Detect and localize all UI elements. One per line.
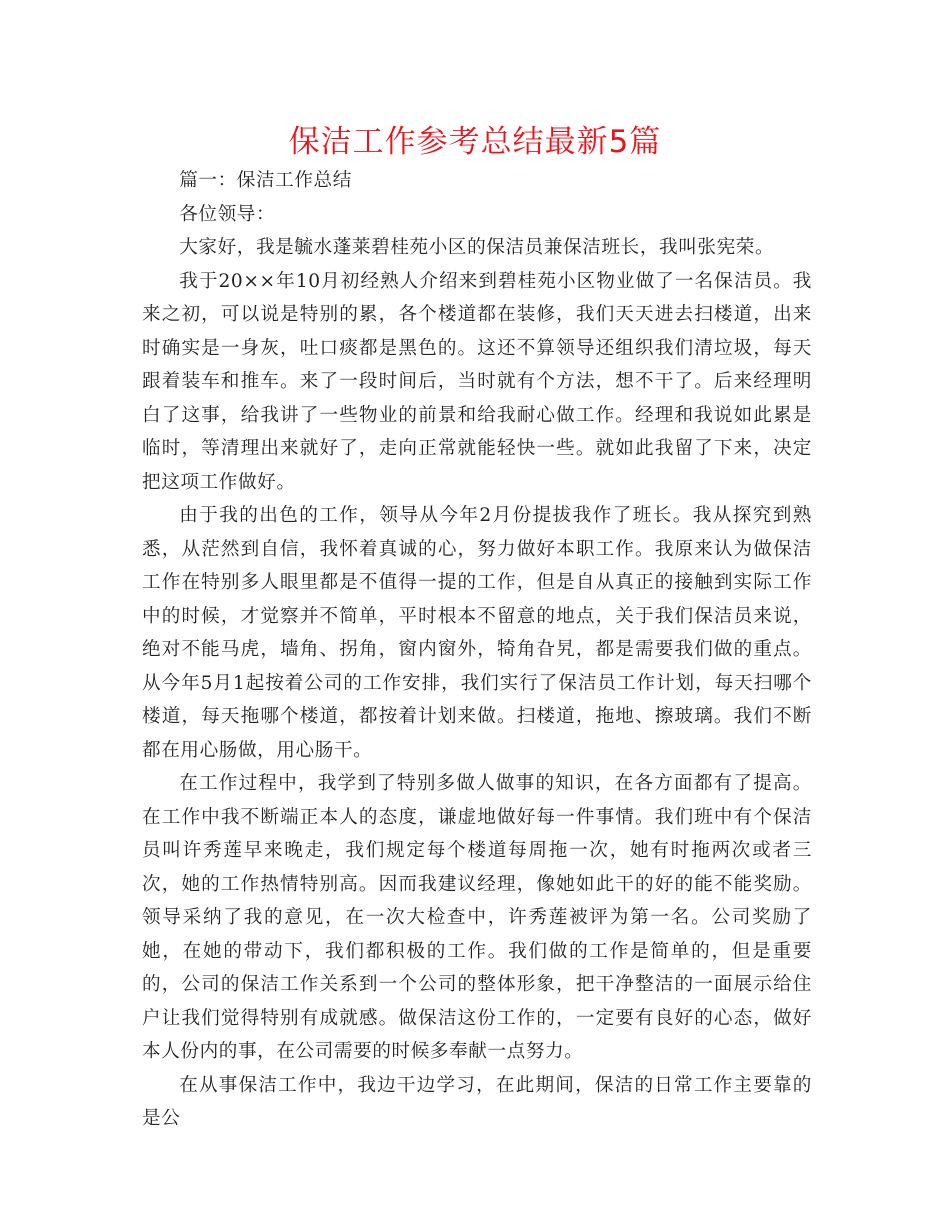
salutation: 各位领导： [179,203,276,225]
paragraph: 在从事保洁工作中，我边干边学习，在此期间，保洁的日常工作主要靠的是公 [142,1074,812,1129]
paragraph: 由于我的出色的工作，领导从今年2月份提拔我作了班长。我从探究到熟悉，从茫然到自信，我怀着真诚的心，努力做好本职工作。我原来认为做保洁工作在特别多人眼里都是不值得一提的工作，但是自从真正的接触到实际工作中的时候，才觉察并不简单，平时根本不留意的地点，关于我们保洁员来说，绝对不能马虎，墙角、拐角，窗内窗外，犄角旮旯，都是需要我们做的重点。从今年5月1起按着公司的工作安排，我们实行了保洁员工作计划，每天扫哪个楼道，每天拖哪个楼道，都按着计划来做。扫楼道，拖地、擦玻璃。我们不断都在用心肠做，用心肠干。 [142,505,812,761]
paragraph: 我于20××年10月初经熟人介绍来到碧桂苑小区物业做了一名保洁员。我来之初，可以说是特别的累，各个楼道都在装修，我们天天进去扫楼道，出来时确实是一身灰，吐口痰都是黑色的。这还不算领导还组织我们清垃圾，每天跟着装车和推车。来了一段时间后，当时就有个方法，想不干了。后来经理明白了这事，给我讲了一些物业的前景和给我耐心做工作。经理和我说如此累是临时，等清理出来就好了，走向正常就能轻快一些。就如此我留了下来，决定把这项工作做好。 [142,270,812,493]
section-heading: 篇一：保洁工作总结 [179,170,352,191]
document-title: 保洁工作参考总结最新5篇 [288,124,662,160]
paragraph: 在工作过程中，我学到了特别多做人做事的知识，在各方面都有了提高。在工作中我不断端正本人的态度，谦虚地做好每一件事情。我们班中有个保洁员叫许秀莲早来晚走，我们规定每个楼道每周拖一次，她有时拖两次或者三次，她的工作热情特别高。因而我建议经理，像她如此干的好的能不能奖励。领导采纳了我的意见，在一次大检查中，许秀莲被评为第一名。公司奖励了她，在她的带动下，我们都积极的工作。我们做的工作是简单的，但是重要的，公司的保洁工作关系到一个公司的整体形象，把干净整洁的一面展示给住户让我们觉得特别有成就感。做保洁这份工作的，一定要有良好的心态，做好本人份内的事，在公司需要的时候多奉献一点努力。 [142,773,812,1062]
paragraph: 大家好，我是毓水蓬莱碧桂苑小区的保洁员兼保洁班长，我叫张宪荣。 [179,237,775,258]
document-body [142,164,812,1136]
